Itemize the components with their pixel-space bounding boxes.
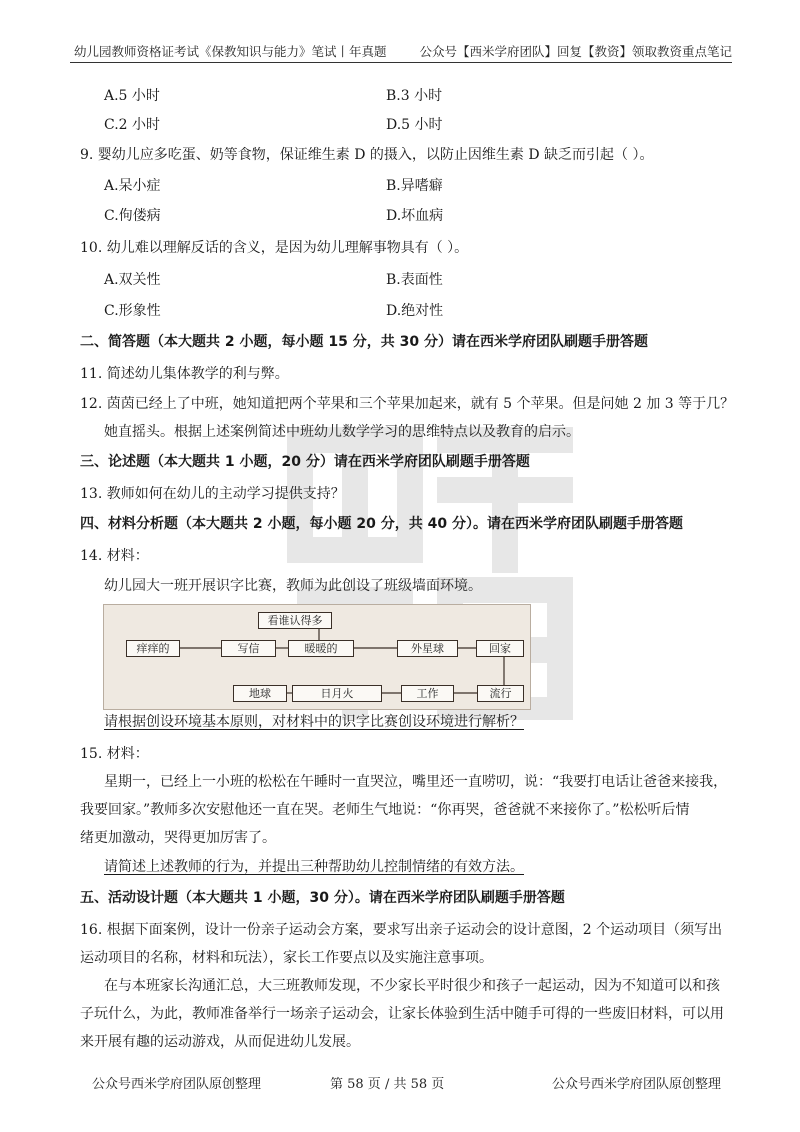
q9-stem: 9. 婴幼儿应多吃蛋、奶等食物，保证维生素 D 的摄入，以防止因维生素 D 缺乏而引起（ ）。 [80,147,654,163]
diagram-node: 外星球 [397,640,458,657]
q15-material-line3: 绪更加激动，哭得更加厉害了。 [80,830,276,846]
q14-task: 请根据创设环境基本原则，对材料中的识字比赛创设环境进行解析？ [104,714,524,730]
q8-option-a: A.5 小时 [104,88,160,104]
page-header [70,38,732,63]
q11-stem: 11. 简述幼儿集体教学的利与弊。 [80,366,289,382]
q16-case-line2: 子玩什么，为此，教师准备举行一场亲子运动会，让家长体验到生活中随手可得的一些废旧材料，可以用 [80,1006,724,1022]
q10-stem: 10. 幼儿难以理解反话的含义，是因为幼儿理解事物具有（ ）。 [80,240,469,256]
q10-option-d: D.绝对性 [386,303,444,319]
q15-material-line1: 星期一，已经上一小班的松松在午睡时一直哭泣，嘴里还一直唠叨，说：“我要打电话让爸爸来接我， [104,774,728,790]
q9-option-c: C.佝偻病 [104,208,161,224]
q14-label: 14. 材料： [80,548,149,564]
diagram-node: 写信 [221,640,276,657]
diagram-node: 日月火 [292,685,382,702]
diagram-node: 地球 [233,685,287,702]
word-wall-diagram [103,604,531,710]
q10-option-c: C.形象性 [104,303,161,319]
q16-stem-line2: 运动项目的名称，材料和玩法），家长工作要点以及实施注意事项。 [80,950,493,966]
footer-page-number: 第 58 页 / 共 58 页 [330,1077,445,1092]
q8-option-d: D.5 小时 [386,117,443,133]
section-3-title: 三、论述题（本大题共 1 小题，20 分）请在西米学府团队刷题手册答题 [80,454,530,470]
q15-label: 15. 材料： [80,746,149,762]
diagram-node-title: 看谁认得多 [258,612,332,629]
diagram-node: 流行 [477,685,524,702]
q15-task: 请简述上述教师的行为，并提出三种帮助幼儿控制情绪的有效方法。 [104,859,524,875]
q9-option-d: D.坏血病 [386,208,444,224]
q16-case-line1: 在与本班家长沟通汇总，大三班教师发现，不少家长平时很少和孩子一起运动，因为不知道可以和孩 [104,978,720,994]
footer-right: 公众号西米学府团队原创整理 [552,1077,722,1092]
q16-case-line3: 来开展有趣的运动游戏，从而促进幼儿发展。 [80,1034,360,1050]
section-5-title: 五、活动设计题（本大题共 1 小题，30 分）。请在西米学府团队刷题手册答题 [80,890,565,906]
q10-option-b: B.表面性 [386,272,443,288]
section-4-title: 四、材料分析题（本大题共 2 小题，每小题 20 分，共 40 分）。请在西米学府团队刷题手册答题 [80,516,683,532]
q10-option-a: A.双关性 [104,272,161,288]
header-right-text: 公众号【西米学府团队】回复【教资】领取教资重点笔记 [419,44,732,59]
diagram-node: 回家 [476,640,524,657]
q13-stem: 13. 教师如何在幼儿的主动学习提供支持？ [80,486,345,502]
q15-material-line2: 我要回家。”教师多次安慰他还一直在哭。老师生气地说：“你再哭，爸爸就不来接你了。”松松听后情 [80,802,690,818]
diagram-node: 痒痒的 [126,640,180,657]
q8-option-c: C.2 小时 [104,117,161,133]
q9-option-b: B.异嗜癖 [386,178,443,194]
q14-material-text: 幼儿园大一班开展识字比赛，教师为此创设了班级墙面环境。 [104,578,482,594]
diagram-node: 暖暖的 [288,640,354,657]
q9-option-a: A.呆小症 [104,178,161,194]
section-2-title: 二、简答题（本大题共 2 小题，每小题 15 分，共 30 分）请在西米学府团队刷题手册答题 [80,334,648,350]
diagram-node: 工作 [401,685,454,702]
q16-stem-line1: 16. 根据下面案例，设计一份亲子运动会方案，要求写出亲子运动会的设计意图，2 个运动项目（须写出 [80,922,723,938]
header-left-text: 幼儿园教师资格证考试《保教知识与能力》笔试丨年真题 [74,44,387,59]
q12-stem-line1: 12. 茵茵已经上了中班，她知道把两个苹果和三个苹果加起来，就有 5 个苹果。但是问她 2 加 3 等于几？ [80,396,735,412]
q8-option-b: B.3 小时 [386,88,443,104]
q12-stem-line2: 她直摇头。根据上述案例简述中班幼儿数学学习的思维特点以及教育的启示。 [104,424,580,440]
footer-left: 公众号西米学府团队原创整理 [92,1077,262,1092]
